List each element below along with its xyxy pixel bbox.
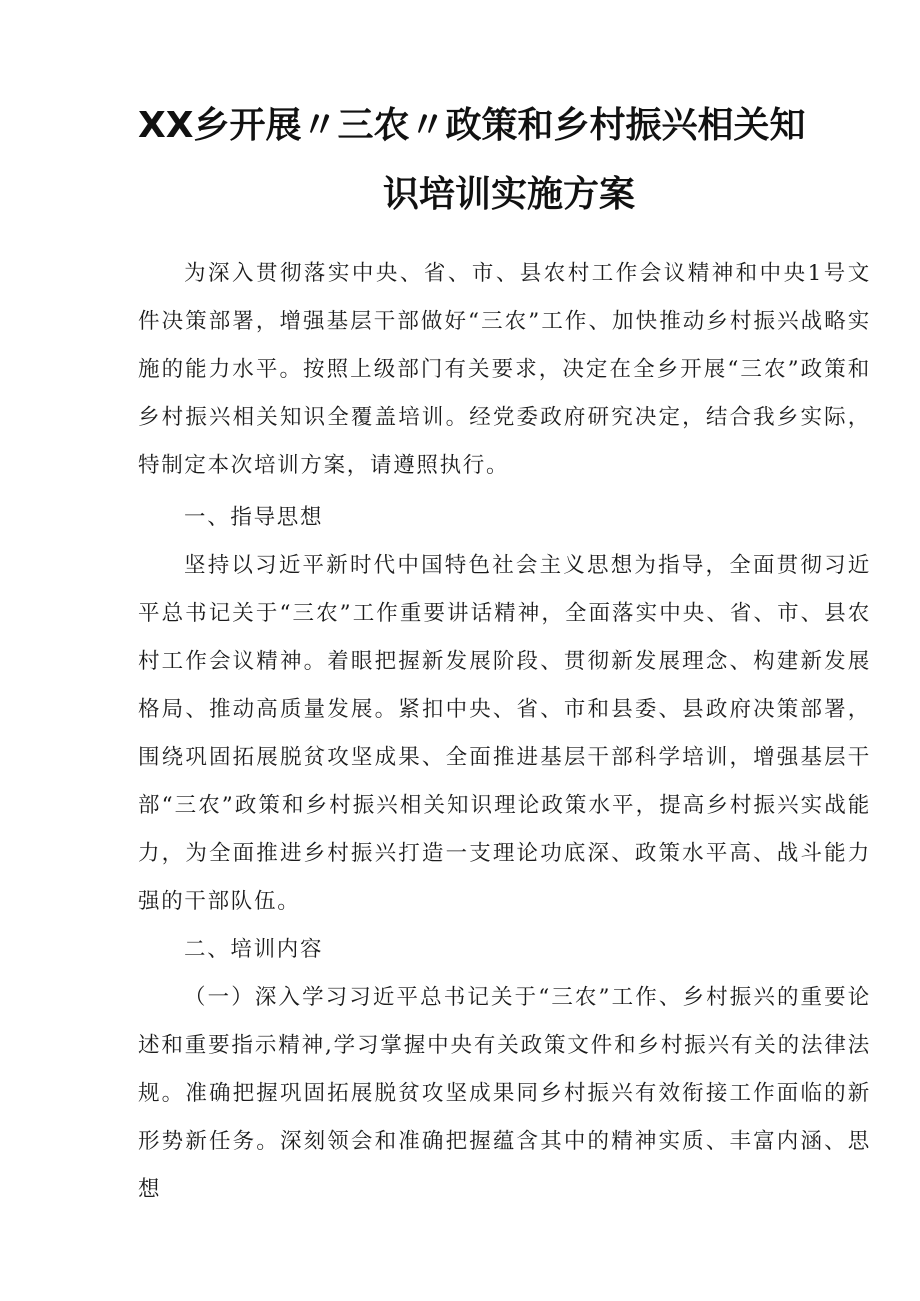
document-title-line-1: XX乡开展〃三农〃政策和乡村振兴相关知 bbox=[138, 105, 806, 146]
document-title-line-2: 识培训实施方案 bbox=[383, 174, 636, 215]
guiding-thought-paragraph: 坚持以习近平新时代中国特色社会主义思想为指导，全面贯彻习近平总书记关于“三农”工作重要讲话精神，全面落实中央、省、市、县农村工作会议精神。着眼把握新发展阶段、贯彻新发展理念、构建新发展格局、推动高质量发展。紧扣中央、省、市和县委、县政府决策部署，围绕巩固拓展脱贫攻坚成果、全面推进基层干部科学培训，增强基层干部“三农”政策和乡村振兴相关知识理论政策水平，提高乡村振兴实战能力，为全面推进乡村振兴打造一支理论功底深、政策水平高、战斗能力强的干部队伍。 bbox=[138, 553, 871, 914]
training-content-item-1: （一）深入学习习近平总书记关于“三农”工作、乡村振兴的重要论述和重要指示精神,学习掌握中央有关政策文件和乡村振兴有关的法律法规。准确把握巩固拓展脱贫攻坚成果同乡村振兴有效衔接工作面临的新形势新任务。深刻领会和准确把握蕴含其中的精神实质、丰富内涵、思想 bbox=[138, 985, 871, 1202]
section-heading-guiding-thought: 一、指导思想 bbox=[184, 505, 324, 530]
intro-paragraph: 为深入贯彻落实中央、省、市、县农村工作会议精神和中央1号文件决策部署，增强基层干部做好“三农”工作、加快推动乡村振兴战略实施的能力水平。按照上级部门有关要求，决定在全乡开展“三农”政策和乡村振兴相关知识全覆盖培训。经党委政府研究决定，结合我乡实际，特制定本次培训方案，请遵照执行。 bbox=[138, 261, 871, 478]
section-heading-training-content: 二、培训内容 bbox=[184, 937, 324, 962]
